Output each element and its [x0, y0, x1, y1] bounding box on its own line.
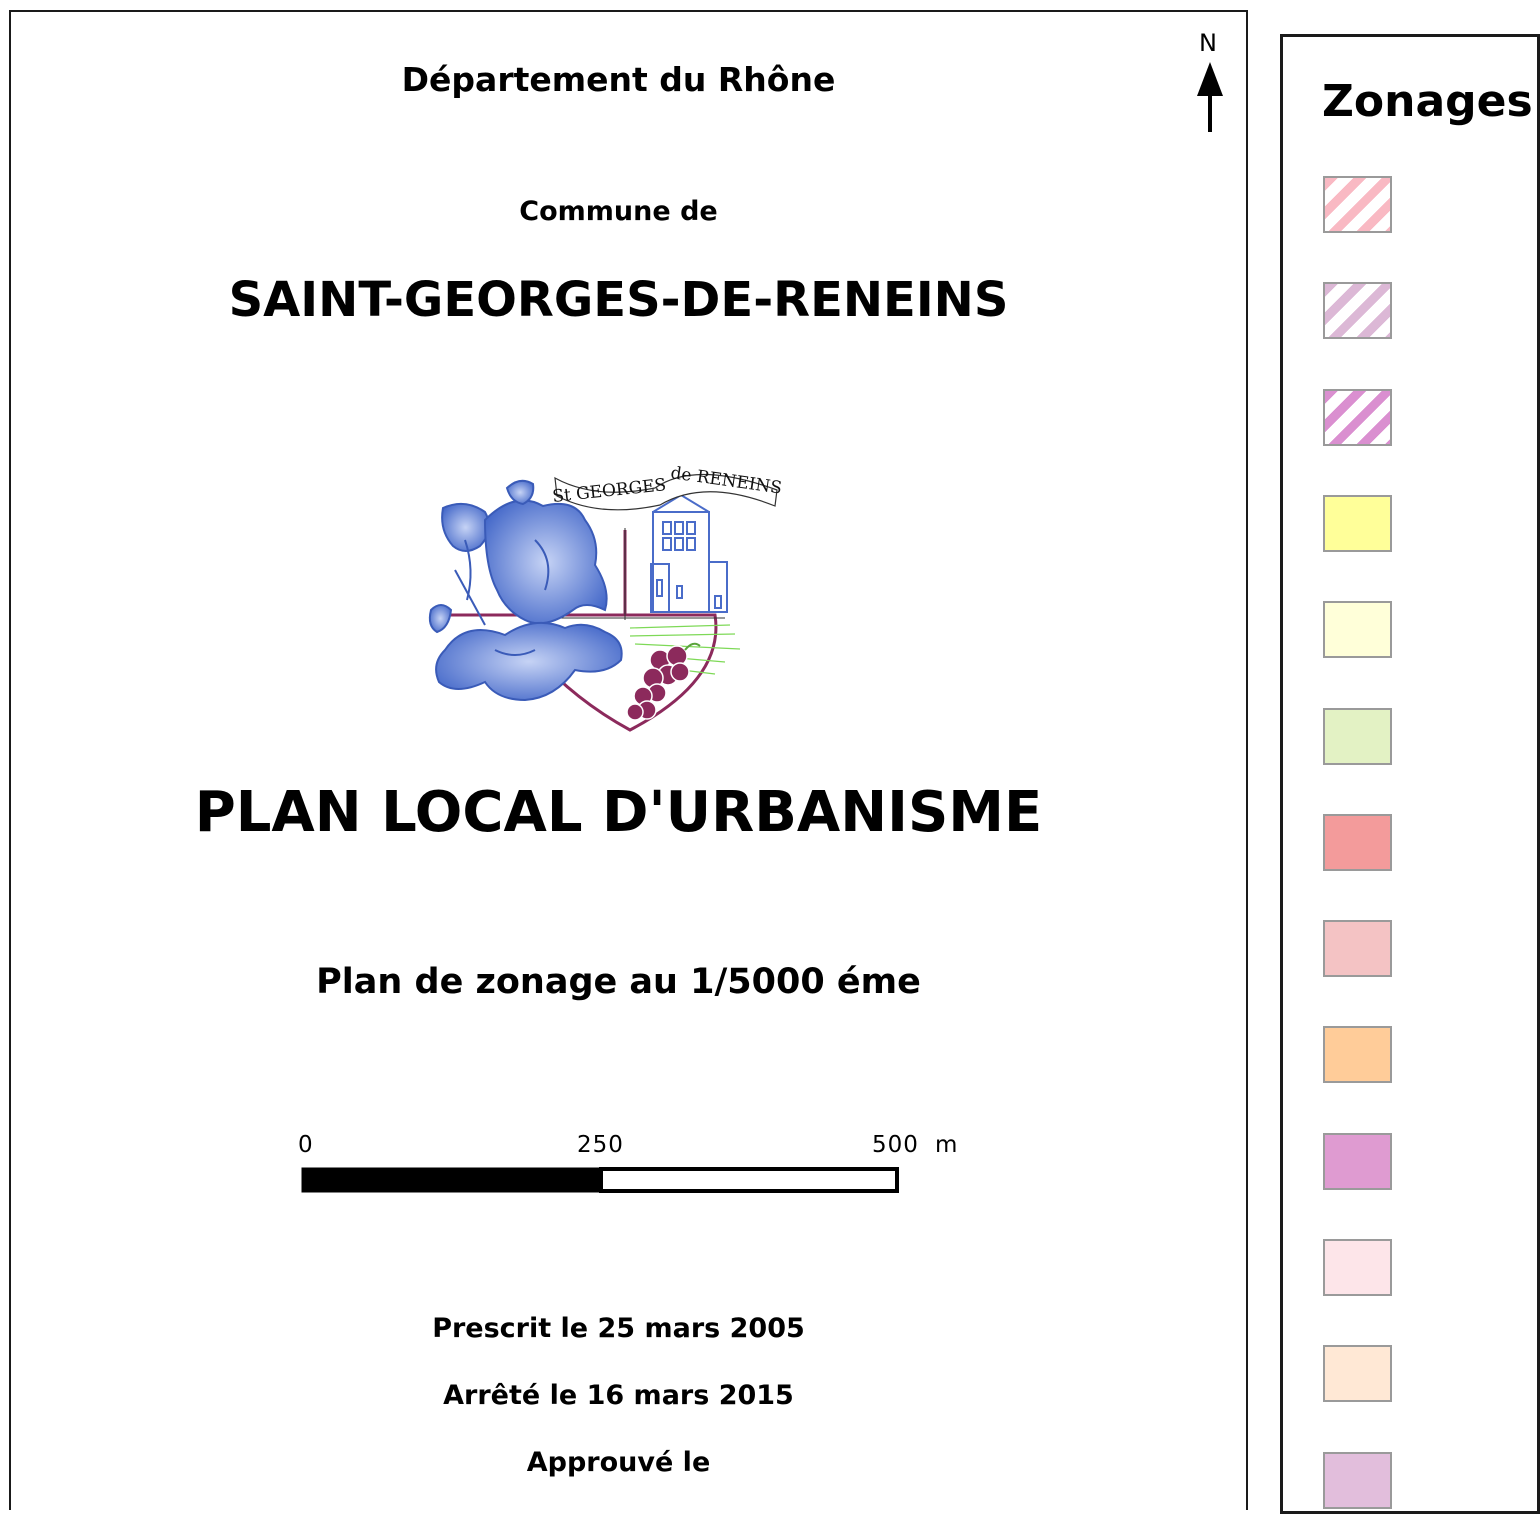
scale-unit: m [935, 1132, 959, 1158]
cartouche-frame [9, 10, 1248, 1510]
legend-swatch [1323, 708, 1392, 765]
scale-bar-empty-segment [601, 1169, 897, 1191]
departement-title: Département du Rhône [401, 60, 836, 99]
legend-title: Zonages [1322, 76, 1533, 127]
document-subtitle: Plan de zonage au 1/5000 éme [316, 962, 921, 1002]
date-prescrit: Prescrit le 25 mars 2005 [432, 1313, 805, 1344]
document-title: PLAN LOCAL D'URBANISME [194, 780, 1043, 845]
legend-swatch [1323, 176, 1392, 233]
date-approuve: Approuvé le [526, 1447, 711, 1478]
legend-swatch [1323, 814, 1392, 871]
scale-tick-0: 0 [298, 1132, 314, 1158]
legend-swatch [1323, 601, 1392, 658]
logo-banner-right: de RENEINS [669, 463, 784, 499]
date-arrete: Arrêté le 16 mars 2015 [443, 1380, 794, 1411]
north-label: N [1199, 29, 1217, 57]
scale-tick-250: 250 [577, 1132, 624, 1158]
legend-swatch [1323, 1239, 1392, 1296]
legend-swatch [1323, 1026, 1392, 1083]
scale-tick-500: 500 [872, 1132, 919, 1158]
legend-swatch [1323, 920, 1392, 977]
legend-swatch [1323, 1452, 1392, 1509]
legend-swatch [1323, 282, 1392, 339]
legend-swatch [1323, 495, 1392, 552]
scale-bar-filled-segment [303, 1169, 601, 1191]
legend-swatch [1323, 389, 1392, 446]
commune-name: SAINT-GEORGES-DE-RENEINS [228, 272, 1009, 328]
legend-swatch [1323, 1133, 1392, 1190]
legend-panel [1280, 34, 1540, 1514]
commune-logo [425, 450, 785, 740]
north-arrow-icon [1190, 28, 1230, 138]
scale-bar [302, 1167, 900, 1193]
legend-swatch [1323, 1345, 1392, 1402]
commune-prefix: Commune de [519, 196, 718, 227]
logo-banner-left: St GEORGES [551, 475, 668, 507]
